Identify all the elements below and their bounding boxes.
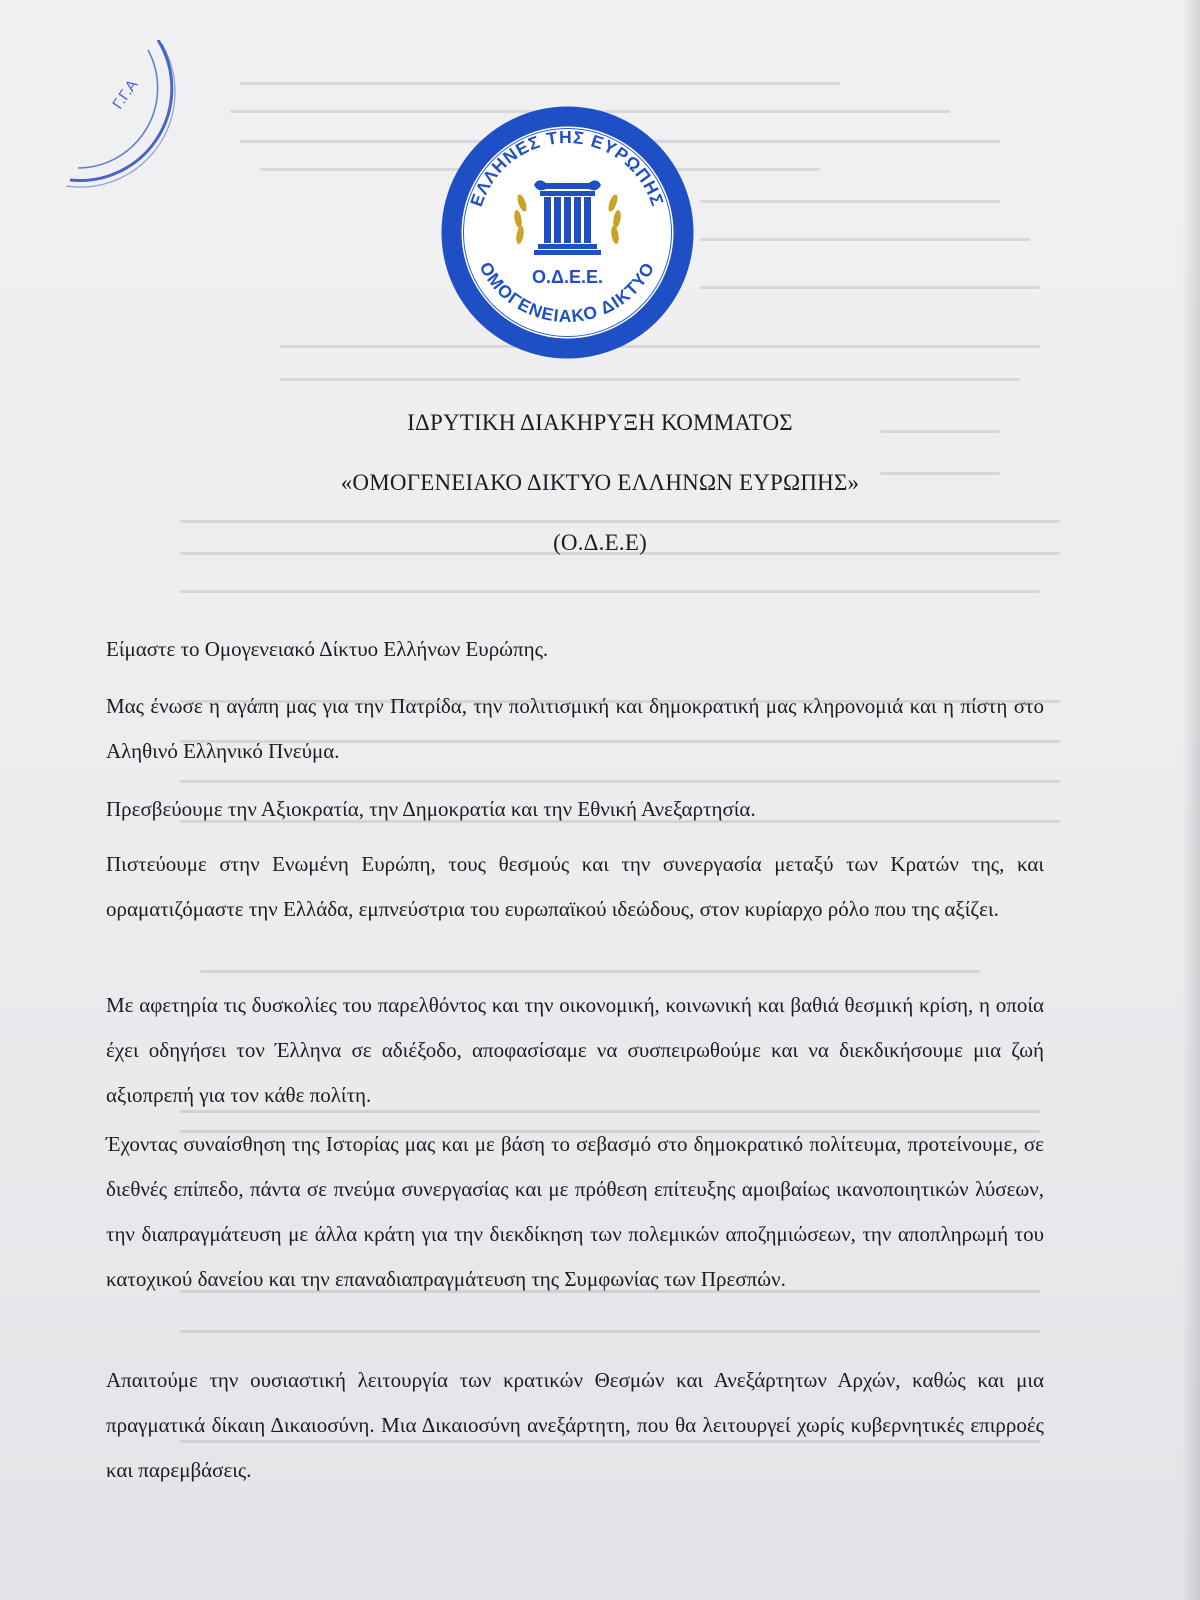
- logo-center-text: Ο.Δ.Ε.Ε.: [532, 267, 603, 287]
- paragraph-1: [106, 627, 1044, 672]
- paragraph-text: Έχοντας συναίσθηση της Ιστορίας μας και με βάση το σεβασμό στο δημοκρατικό πολίτευμα, προτείνουμε, σε διεθνές επίπεδο, πάντα σε πνεύμα συνεργασίας και με πρόθεση επίτευξης αμοιβαίως ικανοποιητικών λύσεων, την διαπραγμάτευση με άλλα κράτη για την διεκδίκηση των πολεμικών αποζημιώσεων, την αποπληρωμή του κατοχικού δανείου και την επαναδιαπραγμάτευση της Συμφωνίας των Πρεσπών.: [106, 1132, 1044, 1291]
- paragraph-text: Απαιτούμε την ουσιαστική λειτουργία των κρατικών Θεσμών και Ανεξάρτητων Αρχών, καθώς και μια πραγματικά δίκαιη Δικαιοσύνη. Μια Δικαιοσύνη ανεξάρτητη, που θα λειτουργεί χωρίς κυβερνητικές επιρροές και παρεμβάσεις.: [106, 1368, 1044, 1482]
- stamp-mark: [50, 40, 180, 190]
- document-title: ΙΔΡΥΤΙΚΗ ΔΙΑΚΗΡΥΞΗ ΚΟΜΜΑΤΟΣ: [407, 410, 793, 435]
- logo-ring-text-bottom: ΟΜΟΓΕΝΕΙΑΚΟ ΔΙΚΤΥΟ: [475, 258, 659, 327]
- paragraph-text: Μας ένωσε η αγάπη μας για την Πατρίδα, την πολιτισμική και δημοκρατική μας κληρονομιά και η πίστη στο Αληθινό Ελληνικό Πνεύμα.: [106, 694, 1044, 763]
- page-edge-shadow: [1182, 0, 1200, 1600]
- paragraph-5: [106, 983, 1044, 1118]
- stamp-text: Γ.Γ.Α: [109, 76, 142, 113]
- party-acronym: (Ο.Δ.Ε.Ε): [553, 530, 647, 555]
- party-name: «ΟΜΟΓΕΝΕΙΑΚΟ ΔΙΚΤΥΟ ΕΛΛΗΝΩΝ ΕΥΡΩΠΗΣ»: [340, 470, 860, 495]
- paragraph-2: [106, 684, 1044, 774]
- paragraph-4: [106, 842, 1044, 932]
- paragraph-7: [106, 1358, 1044, 1493]
- paragraph-text: Με αφετηρία τις δυσκολίες του παρελθόντος και την οικονομική, κοινωνική και βαθιά θεσμική κρίση, η οποία έχει οδηγήσει τον Έλληνα σε αδιέξοδο, αποφασίσαμε να συσπειρωθούμε και να διεκδικήσουμε μια ζωή αξιοπρεπή για τον κάθε πολίτη.: [106, 993, 1044, 1107]
- logo-ring-text-top: ΕΛΛΗΝΕΣ ΤΗΣ ΕΥΡΩΠΗΣ: [466, 126, 668, 210]
- paragraph-3: [106, 787, 1044, 832]
- party-logo: [440, 105, 695, 360]
- paragraph-text: Πρεσβεύουμε την Αξιοκρατία, την Δημοκρατία και την Εθνική Ανεξαρτησία.: [106, 797, 756, 821]
- paragraph-text: Είμαστε το Ομογενειακό Δίκτυο Ελλήνων Ευρώπης.: [106, 637, 549, 661]
- paragraph-text: Πιστεύουμε στην Ενωμένη Ευρώπη, τους θεσμούς και την συνεργασία μεταξύ των Κρατών της, και οραματιζόμαστε την Ελλάδα, εμπνεύστρια του ευρωπαϊκού ιδεώδους, στον κυρίαρχο ρόλο που της αξίζει.: [106, 852, 1044, 921]
- paragraph-6: [106, 1122, 1044, 1302]
